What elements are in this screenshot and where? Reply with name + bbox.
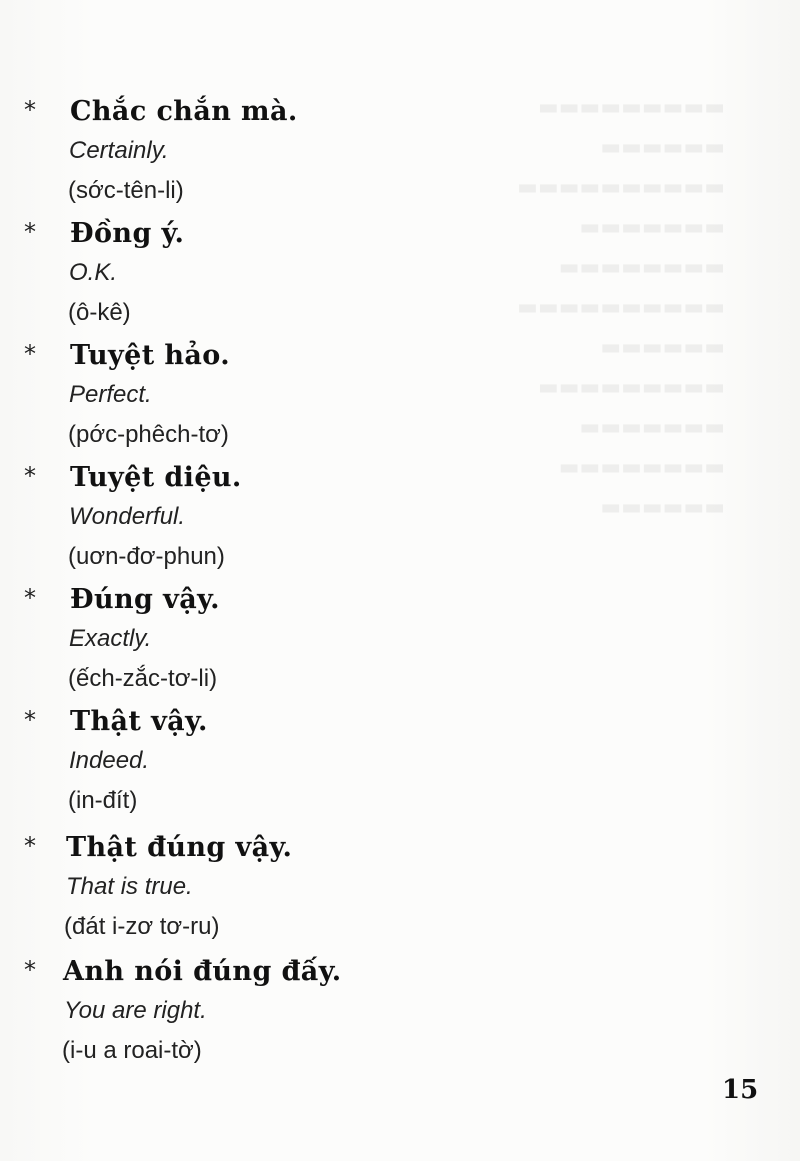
english-translation: Exactly. bbox=[69, 625, 152, 652]
phrase-entry bbox=[0, 462, 800, 584]
vietnamese-phrase: Chắc chắn mà. bbox=[70, 96, 298, 127]
english-translation: That is true. bbox=[66, 873, 193, 900]
bullet-marker: * bbox=[24, 584, 36, 612]
pronunciation-guide: (sớc-tên-li) bbox=[68, 177, 184, 204]
pronunciation-guide: (đát i-zơ tơ-ru) bbox=[64, 913, 220, 940]
bullet-marker: * bbox=[24, 340, 36, 368]
english-translation: Indeed. bbox=[69, 747, 150, 774]
english-translation: O.K. bbox=[69, 259, 118, 286]
english-translation: Wonderful. bbox=[69, 503, 186, 530]
english-translation: Certainly. bbox=[69, 137, 169, 164]
pronunciation-guide: (uơn-đơ-phun) bbox=[68, 543, 225, 570]
bullet-marker: * bbox=[24, 462, 36, 490]
phrase-entry bbox=[0, 706, 800, 828]
pronunciation-guide: (i-u a roai-tờ) bbox=[62, 1037, 202, 1064]
pronunciation-guide: (pớc-phêch-tơ) bbox=[68, 421, 229, 448]
phrase-entry bbox=[0, 584, 800, 706]
vietnamese-phrase: Tuyệt diệu. bbox=[70, 462, 242, 493]
vietnamese-phrase: Thật vậy. bbox=[70, 706, 208, 737]
bullet-marker: * bbox=[24, 832, 36, 860]
vietnamese-phrase: Thật đúng vậy. bbox=[66, 832, 293, 863]
phrase-entry bbox=[0, 956, 800, 1078]
pronunciation-guide: (in-đít) bbox=[68, 787, 138, 814]
vietnamese-phrase: Đúng vậy. bbox=[70, 584, 220, 615]
english-translation: You are right. bbox=[64, 997, 207, 1024]
bullet-marker: * bbox=[24, 706, 36, 734]
pronunciation-guide: (ô-kê) bbox=[68, 299, 131, 326]
pronunciation-guide: (ếch-zắc-tơ-li) bbox=[68, 665, 218, 692]
bullet-marker: * bbox=[24, 218, 36, 246]
phrase-entry bbox=[0, 218, 800, 340]
phrase-entry bbox=[0, 340, 800, 462]
phrase-entry bbox=[0, 832, 800, 954]
bullet-marker: * bbox=[24, 956, 36, 984]
bullet-marker: * bbox=[24, 96, 36, 124]
phrase-entry bbox=[0, 96, 800, 218]
english-translation: Perfect. bbox=[69, 381, 152, 408]
vietnamese-phrase: Tuyệt hảo. bbox=[70, 340, 231, 371]
page-number: 15 bbox=[722, 1075, 759, 1105]
show-through-texture: ▬▬▬▬▬▬▬▬▬ ▬▬▬▬▬▬ ▬▬▬▬▬▬▬▬▬▬ ▬▬▬▬▬▬▬ ▬▬▬▬▬▬▬▬ ▬▬▬▬▬▬▬▬▬▬ ▬▬▬▬▬▬ ▬▬▬▬▬▬▬▬▬ ▬▬▬▬▬▬▬ ▬▬▬▬▬▬▬▬ ▬▬▬▬▬▬ bbox=[517, 95, 725, 520]
vietnamese-phrase: Đồng ý. bbox=[70, 218, 185, 249]
vietnamese-phrase: Anh nói đúng đấy. bbox=[63, 956, 342, 987]
